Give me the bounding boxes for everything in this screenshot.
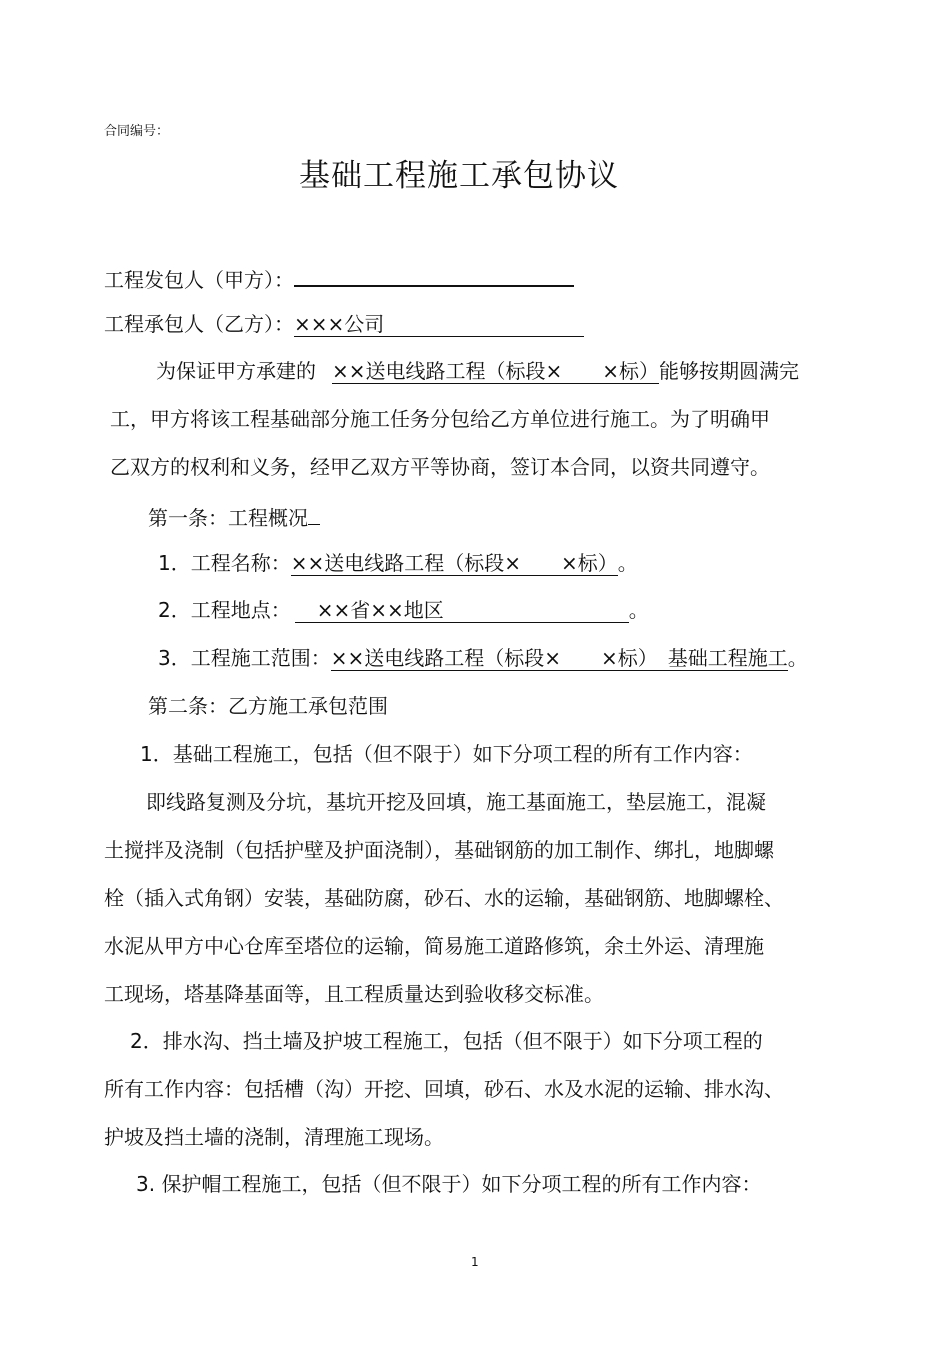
item-2-label: 2．工程地点： xyxy=(158,598,291,622)
item-1-end: 。 xyxy=(617,551,638,575)
item-3-end: 。 xyxy=(787,646,808,670)
party-b-value: ×××公司 xyxy=(294,312,584,337)
article-2-p2-line-1: 2．排水沟、挡土墙及护坡工程施工，包括（但不限于）如下分项工程的 xyxy=(130,1029,763,1053)
item-3-value: ××送电线路工程（标段× ×标） 基础工程施工 xyxy=(330,646,788,670)
intro-prefix: 为保证甲方承建的 xyxy=(156,359,316,383)
party-a-value xyxy=(294,263,574,287)
item-1-value: ××送电线路工程（标段× ×标） xyxy=(290,551,618,575)
party-b-line xyxy=(104,311,584,337)
article-2-p1-line-4: 水泥从甲方中心仓库至塔位的运输，简易施工道路修筑，余土外运、清理施 xyxy=(104,934,764,958)
item-1-label: 1．工程名称： xyxy=(158,551,291,575)
intro-line-3: 乙双方的权利和义务，经甲乙双方平等协商，签订本合同，以资共同遵守。 xyxy=(110,455,770,479)
article-1-item-2 xyxy=(158,597,649,623)
intro-line-2: 工，甲方将该工程基础部分施工任务分包给乙方单位进行施工。为了明确甲 xyxy=(110,407,770,431)
party-a-line xyxy=(104,263,574,293)
document-title: 基础工程施工承包协议 xyxy=(299,158,619,194)
article-2-p3-title: 3. 保护帽工程施工，包括（但不限于）如下分项工程的所有工作内容： xyxy=(136,1172,762,1196)
page-number: 1 xyxy=(471,1255,479,1269)
item-2-end: 。 xyxy=(628,598,649,622)
article-1-heading-text: 第一条：工程概况 xyxy=(148,506,308,530)
article-2-p1-title: 1．基础工程施工，包括（但不限于）如下分项工程的所有工作内容： xyxy=(140,742,753,766)
article-2-p1-line-3: 栓（插入式角钢）安装，基础防腐，砂石、水的运输，基础钢筋、地脚螺栓、 xyxy=(104,886,784,910)
article-1-item-1 xyxy=(158,550,638,576)
party-a-colon: ： xyxy=(274,268,294,292)
contract-number-label: 合同编号： xyxy=(104,124,170,139)
article-2-p1-line-5: 工现场，塔基降基面等，且工程质量达到验收移交标准。 xyxy=(104,982,604,1006)
article-1-heading xyxy=(148,502,320,531)
party-a-label: 工程发包人（甲方） xyxy=(104,268,274,292)
party-b-colon: ： xyxy=(274,312,294,336)
intro-suffix: 能够按期圆满完 xyxy=(659,359,800,383)
article-2-p1-line-1: 即线路复测及分坑，基坑开挖及回填，施工基面施工，垫层施工，混凝 xyxy=(146,790,766,814)
item-2-value: ××省××地区 xyxy=(295,598,629,623)
article-2-p2-line-2: 所有工作内容：包括槽（沟）开挖、回填，砂石、水及水泥的运输、排水沟、 xyxy=(104,1077,784,1101)
article-2-p2-line-3: 护坡及挡土墙的浇制，清理施工现场。 xyxy=(104,1125,444,1149)
item-3-label: 3．工程施工范围： xyxy=(158,646,331,670)
article-2-p1-line-2: 土搅拌及浇制（包括护壁及护面浇制），基础钢筋的加工制作、绑扎，地脚螺 xyxy=(104,838,774,862)
article-2-heading: 第二条：乙方施工承包范围 xyxy=(148,694,388,718)
intro-project: ××送电线路工程（标段× ×标） xyxy=(332,359,660,383)
article-1-item-3 xyxy=(158,645,808,671)
party-b-label: 工程承包人（乙方） xyxy=(104,312,274,336)
article-1-heading-underline xyxy=(308,502,320,525)
intro-line-1 xyxy=(156,358,799,384)
